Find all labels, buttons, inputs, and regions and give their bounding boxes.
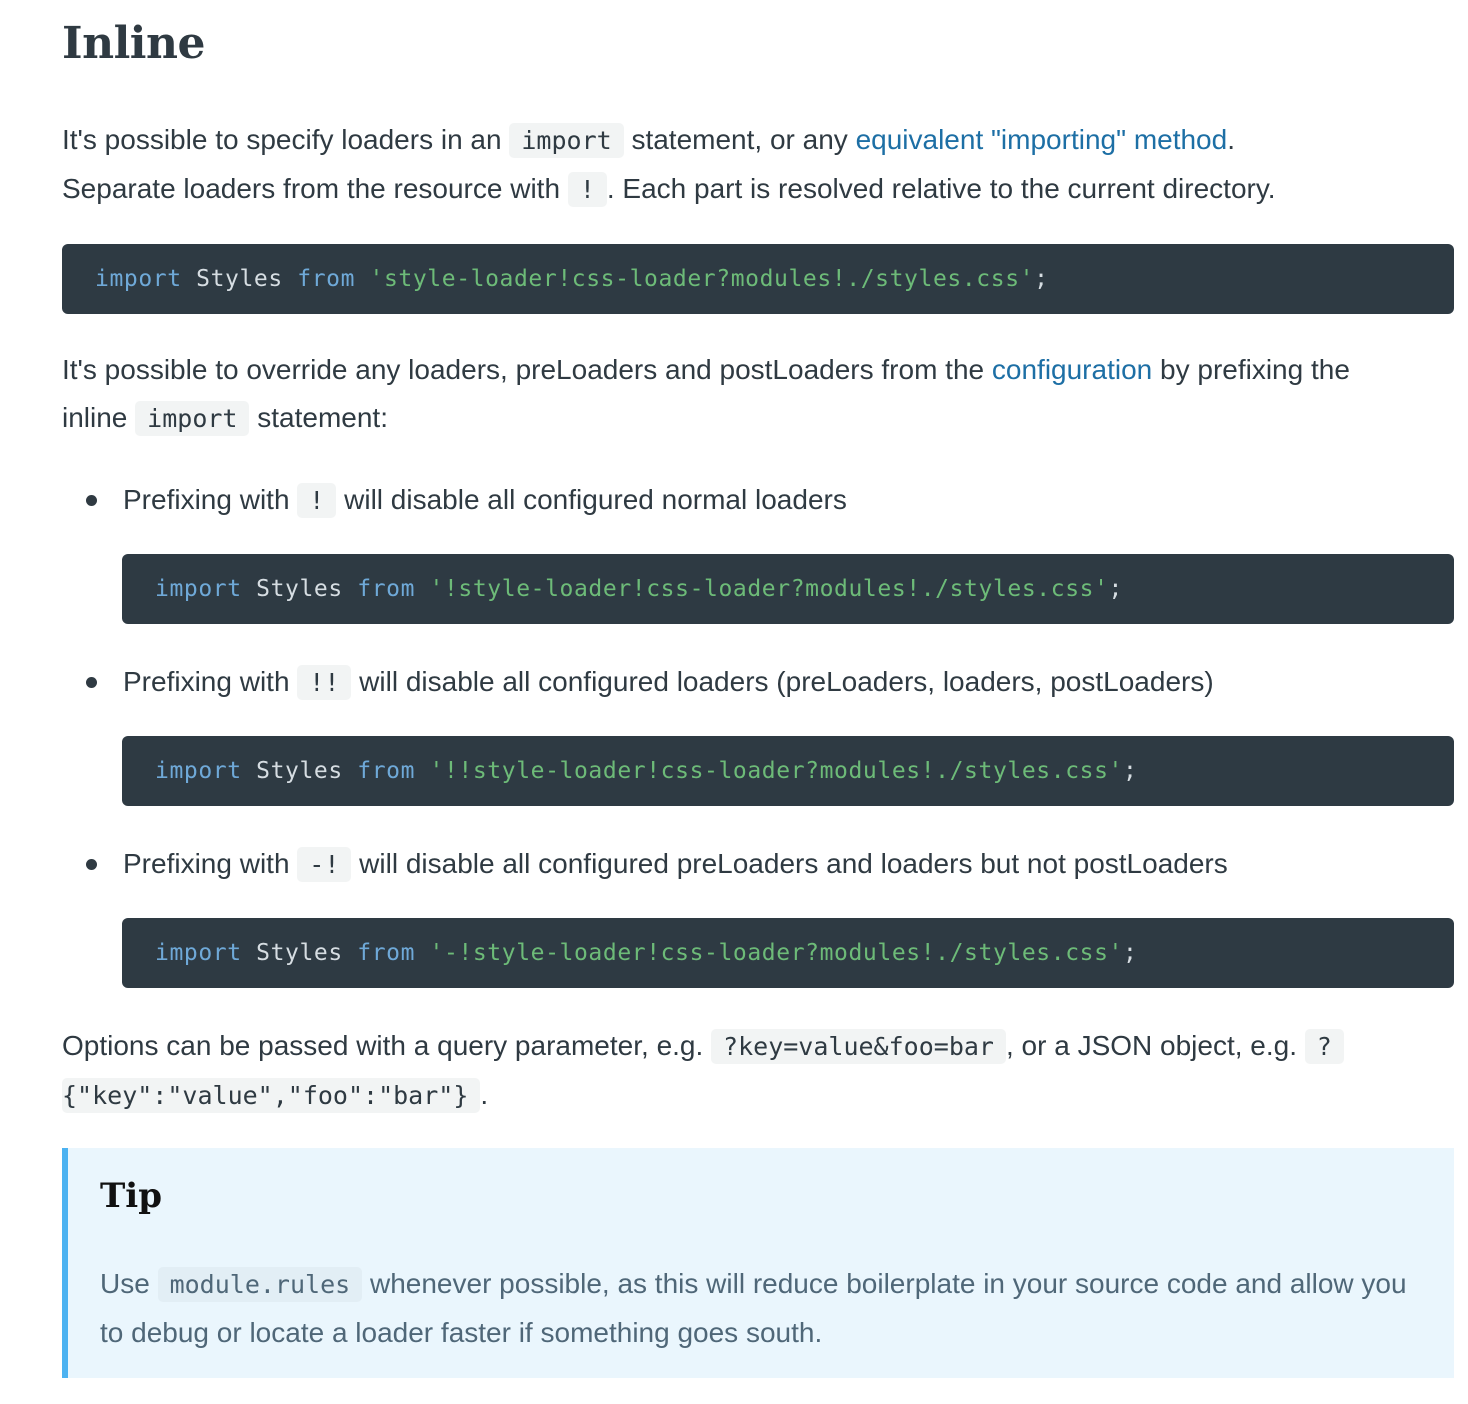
code-keyword: from	[297, 266, 356, 292]
code-space	[355, 266, 369, 292]
inline-code-json: {"key":"value","foo":"bar"}	[62, 1078, 480, 1113]
inline-code-import: import	[135, 401, 249, 436]
code-keyword: import	[95, 266, 182, 292]
options-text: , or a JSON object, e.g.	[1005, 1030, 1305, 1061]
bullet-text: will disable all configured normal loaders	[336, 484, 847, 515]
inline-code-prefix: !	[297, 483, 336, 518]
equivalent-importing-method-link[interactable]: equivalent "importing" method	[855, 124, 1228, 155]
intro-text: .	[1227, 124, 1235, 155]
code-punctuation: ;	[1122, 758, 1138, 784]
bullet-text: Prefixing with	[123, 484, 298, 515]
code-space	[415, 758, 429, 784]
intro-paragraph	[62, 116, 1454, 214]
tip-text	[100, 1260, 1430, 1357]
override-text: by prefixing the	[1152, 354, 1350, 385]
code-identifier: Styles	[181, 266, 298, 292]
code-punctuation: ;	[1034, 266, 1049, 292]
inline-code-query: ?key=value&foo=bar	[711, 1029, 1006, 1064]
tip-title: Tip	[100, 1176, 162, 1216]
code-keyword: import	[155, 758, 242, 784]
code-keyword: from	[357, 758, 416, 784]
bullet-text: Prefixing with	[123, 666, 298, 697]
configuration-link[interactable]: configuration	[991, 354, 1153, 385]
code-punctuation: ;	[1108, 576, 1123, 602]
bullet-icon	[86, 495, 97, 506]
code-string: '!!style-loader!css-loader?modules!./styles.css'	[429, 758, 1123, 784]
inline-code-json-start: ?	[1305, 1029, 1344, 1064]
options-text: Options can be passed with a query parameter, e.g.	[62, 1030, 712, 1061]
code-string: '!style-loader!css-loader?modules!./styles.css'	[429, 576, 1109, 602]
code-keyword: import	[155, 940, 242, 966]
bullet-text: will disable all configured preLoaders and loaders but not postLoaders	[351, 848, 1228, 879]
override-text: statement:	[249, 402, 388, 433]
code-keyword: from	[357, 940, 416, 966]
inline-code-prefix: -!	[297, 847, 351, 882]
override-paragraph	[62, 346, 1454, 443]
code-identifier: Styles	[241, 940, 358, 966]
tip-callout	[62, 1148, 1454, 1378]
override-text: inline	[62, 402, 136, 433]
code-keyword: import	[155, 576, 242, 602]
code-space	[415, 940, 429, 966]
bullet-icon	[86, 859, 97, 870]
code-block-dash-bang	[122, 918, 1454, 988]
inline-code-prefix: !!	[297, 665, 351, 700]
inline-code-module-rules: module.rules	[158, 1267, 363, 1302]
page-heading: Inline	[62, 18, 205, 69]
bullet-icon	[86, 677, 97, 688]
code-punctuation: ;	[1122, 940, 1138, 966]
code-identifier: Styles	[241, 758, 358, 784]
code-keyword: from	[357, 576, 416, 602]
tip-text-part: Use	[100, 1268, 158, 1299]
code-space	[415, 576, 429, 602]
intro-text: It's possible to specify loaders in an	[62, 124, 510, 155]
inline-code-bang: !	[568, 172, 607, 207]
intro-text: Separate loaders from the resource with	[62, 173, 568, 204]
inline-code-import: import	[509, 123, 623, 158]
options-paragraph	[62, 1022, 1454, 1120]
bullet-text: will disable all configured loaders (preLoaders, loaders, postLoaders)	[351, 666, 1214, 697]
intro-text: statement, or any	[623, 124, 856, 155]
bullet-text: Prefixing with	[123, 848, 298, 879]
code-block-main	[62, 244, 1454, 314]
tip-text-part: whenever possible, as this will reduce boilerplate in your source code and allow you to debug or locate a loader faster if something goes south.	[100, 1268, 1407, 1348]
override-text: It's possible to override any loaders, preLoaders and postLoaders from the	[62, 354, 992, 385]
code-string: 'style-loader!css-loader?modules!./styles.css'	[369, 266, 1035, 292]
code-identifier: Styles	[241, 576, 358, 602]
code-string: '-!style-loader!css-loader?modules!./styles.css'	[429, 940, 1123, 966]
code-block-double-bang	[122, 736, 1454, 806]
code-block-bang	[122, 554, 1454, 624]
options-text: .	[480, 1079, 489, 1110]
intro-text: . Each part is resolved relative to the current directory.	[606, 173, 1276, 204]
